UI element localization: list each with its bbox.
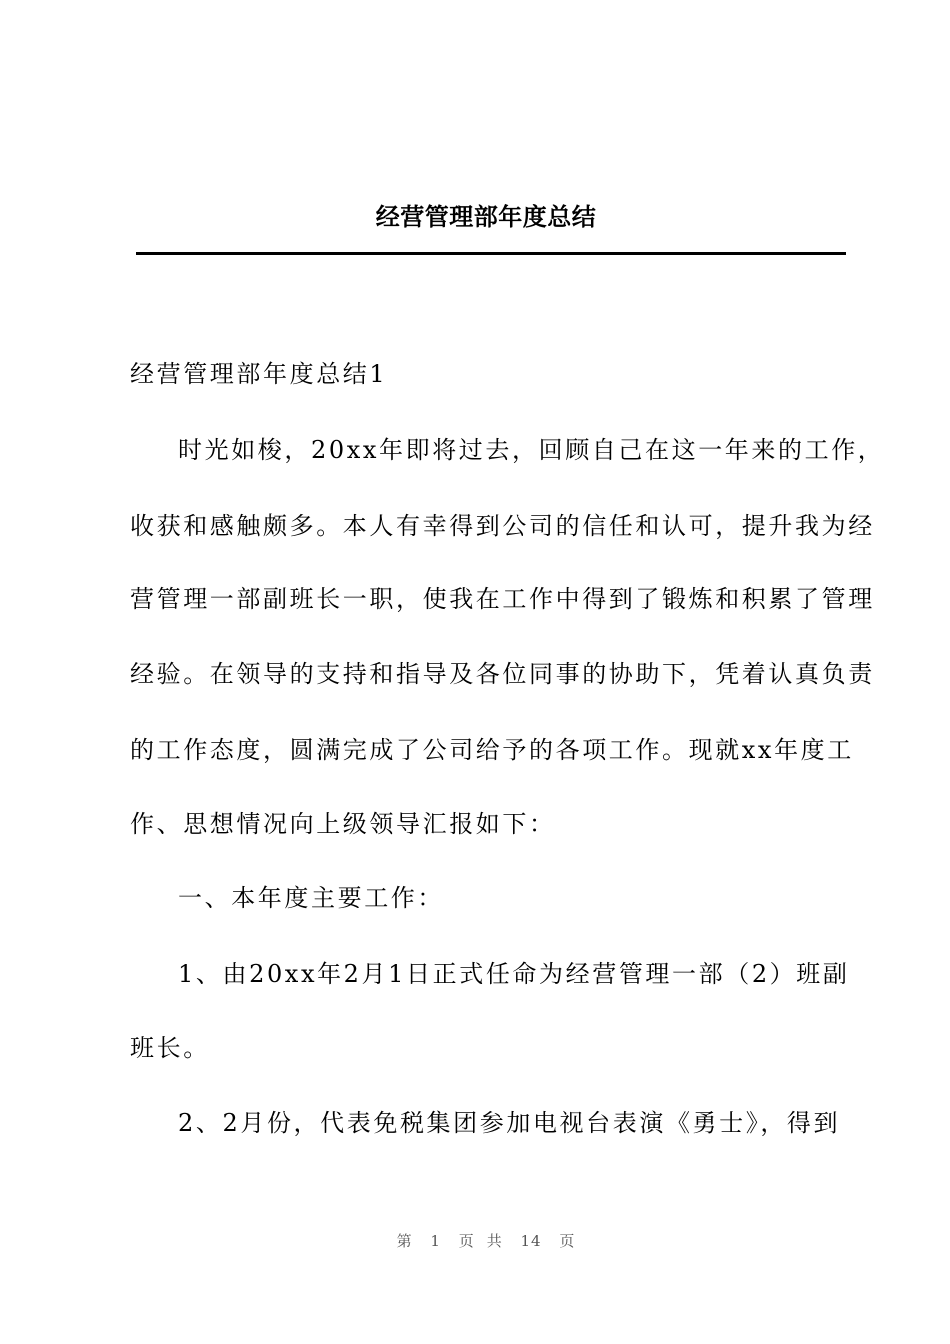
footer-ye: 页 [458, 1232, 475, 1250]
paragraph-line: 作、思想情况向上级领导汇报如下： [130, 810, 556, 838]
list-item: 1、由20xx年2月1日正式任命为经营管理一部（2）班副 [178, 960, 850, 988]
page-footer [0, 1230, 950, 1251]
paragraph-line: 收获和感触颇多。本人有幸得到公司的信任和认可，提升我为经 [130, 512, 875, 540]
subheading: 一、本年度主要工作： [178, 884, 444, 912]
footer-total-pages: 14 [520, 1232, 542, 1250]
paragraph-line: 经验。在领导的支持和指导及各位同事的协助下，凭着认真负责 [130, 660, 875, 688]
document-title: 经营管理部年度总结 [375, 202, 597, 231]
footer-gong: 共 [486, 1232, 503, 1250]
footer-di: 第 [396, 1232, 413, 1250]
list-item-continuation: 班长。 [130, 1034, 210, 1062]
list-item: 2、2月份，代表免税集团参加电视台表演《勇士》，得到 [178, 1109, 841, 1137]
paragraph-line: 营管理一部副班长一职，使我在工作中得到了锻炼和积累了管理 [130, 585, 875, 613]
footer-ye2: 页 [559, 1232, 576, 1250]
paragraph-line: 的工作态度，圆满完成了公司给予的各项工作。现就xx年度工 [130, 736, 854, 764]
paragraph-line: 时光如梭，20xx年即将过去，回顾自己在这一年来的工作， [178, 436, 885, 464]
title-divider [136, 252, 846, 255]
section-heading: 经营管理部年度总结1 [130, 360, 388, 388]
footer-page-number: 1 [430, 1232, 441, 1250]
